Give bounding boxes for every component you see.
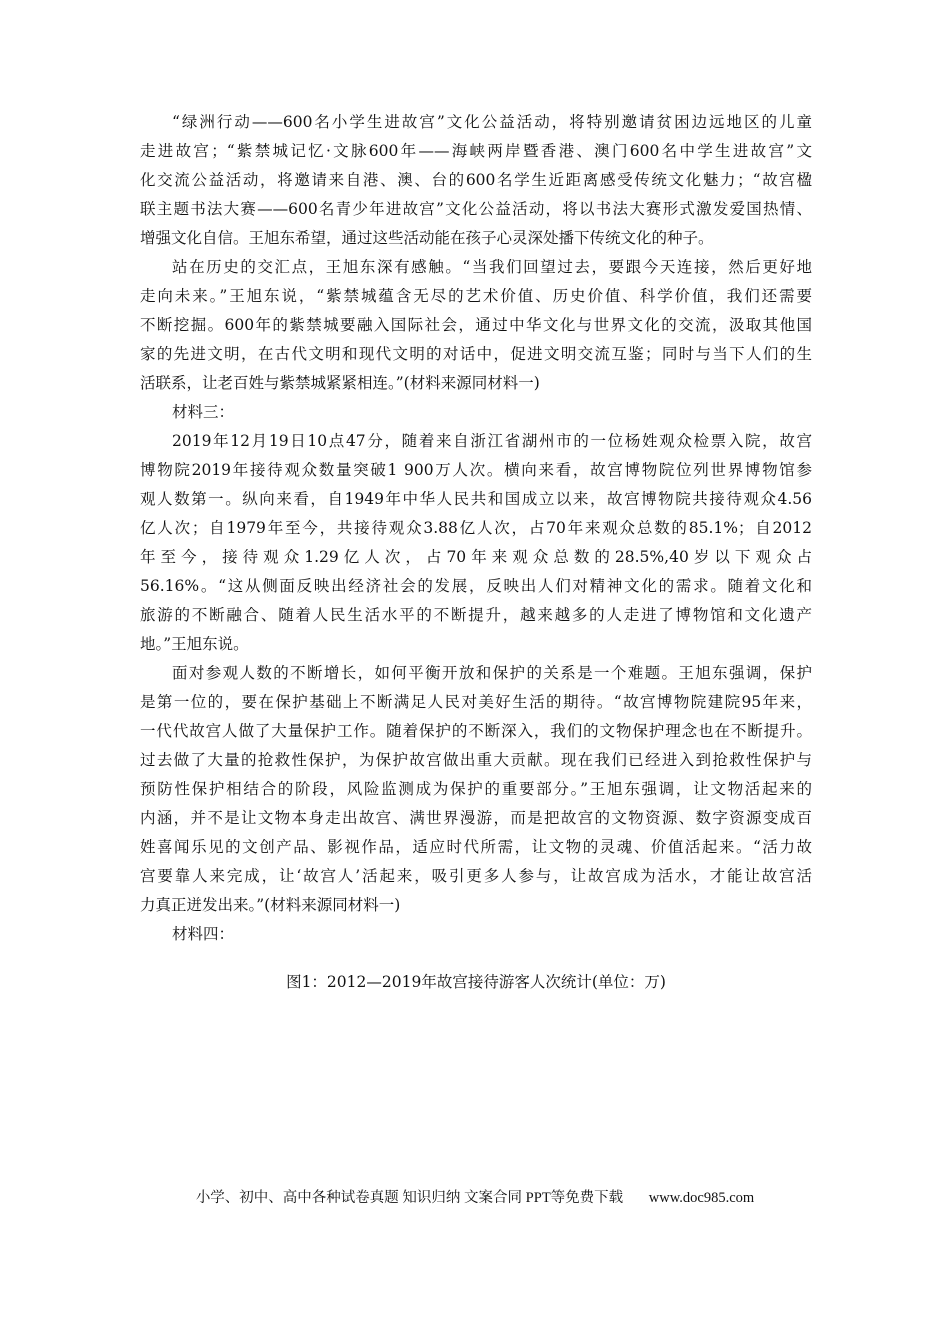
- text-line: “绿洲行动——600名小学生进故宫”文化公益活动，将特别邀请贫困边远地区的儿童: [172, 113, 812, 131]
- material-label: [140, 398, 812, 427]
- paragraph: [140, 253, 812, 398]
- text-line: 联主题书法大赛——600名青少年进故宫”文化公益活动，将以书法大赛形式激发爱国热情、: [140, 200, 812, 218]
- material-label: [140, 920, 812, 949]
- text-line: 56.16%。“这从侧面反映出经济社会的发展，反映出人们对精神文化的需求。随着文化和: [140, 577, 812, 595]
- text-line: 材料四：: [172, 925, 235, 943]
- paragraph: [140, 427, 812, 659]
- text-line: 预防性保护相结合的阶段，风险监测成为保护的重要部分。”王旭东强调，让文物活起来的: [140, 780, 812, 798]
- text-line: 观人数第一。纵向来看，自1949年中华人民共和国成立以来，故宫博物院共接待观众4.56: [140, 490, 812, 508]
- text-line: 材料三：: [172, 403, 235, 421]
- text-line: 2019年12月19日10点47分，随着来自浙江省湖州市的一位杨姓观众检票入院，故宫: [172, 432, 812, 450]
- text-line: 站在历史的交汇点，王旭东深有感触。“当我们回望过去，要跟今天连接，然后更好地: [172, 258, 812, 276]
- text-line: 过去做了大量的抢救性保护，为保护故宫做出重大贡献。现在我们已经进入到抢救性保护与: [140, 751, 812, 769]
- text-line: 宫要靠人来完成，让‘故宫人’活起来，吸引更多人参与，让故宫成为活水，才能让故宫活: [140, 867, 812, 885]
- document-body: [140, 108, 812, 949]
- text-line: 不断挖掘。600年的紫禁城要融入国际社会，通过中华文化与世界文化的交流，汲取其他国: [140, 316, 812, 334]
- page-footer: [0, 1186, 950, 1210]
- text-line: 面对参观人数的不断增长，如何平衡开放和保护的关系是一个难题。王旭东强调，保护: [172, 664, 812, 682]
- text-line: 一代代故宫人做了大量保护工作。随着保护的不断深入，我们的文物保护理念也在不断提升。: [140, 722, 812, 740]
- text-line: 博物院2019年接待观众数量突破1 900万人次。横向来看，故宫博物院位列世界博物馆参: [140, 461, 812, 479]
- text-line: 力真正迸发出来。”(材料来源同材料一): [140, 896, 401, 914]
- text-line: 活联系，让老百姓与紫禁城紧紧相连。”(材料来源同材料一): [140, 374, 540, 392]
- text-line: 亿人次；自1979年至今，共接待观众3.88亿人次，占70年来观众总数的85.1%；自2012: [140, 519, 812, 537]
- text-line: 增强文化自信。王旭东希望，通过这些活动能在孩子心灵深处播下传统文化的种子。: [140, 229, 714, 247]
- figure-caption: 图1：2012—2019年故宫接待游客人次统计(单位：万): [286, 973, 666, 991]
- text-line: 年至今，接待观众1.29亿人次，占70年来观众总数的28.5%,40岁以下观众占: [140, 548, 812, 566]
- text-line: 内涵，并不是让文物本身走出故宫、满世界漫游，而是把故宫的文物资源、数字资源变成百: [140, 809, 812, 827]
- paragraph: [140, 108, 812, 253]
- text-line: 家的先进文明，在古代文明和现代文明的对话中，促进文明交流互鉴；同时与当下人们的生: [140, 345, 812, 363]
- footer-text: 小学、初中、高中各种试卷真题 知识归纳 文案合同 PPT等免费下载: [195, 1190, 624, 1206]
- text-line: 走进故宫；“紫禁城记忆·文脉600年——海峡两岸暨香港、澳门600名中学生进故宫”文: [140, 142, 812, 160]
- text-line: 旅游的不断融合、随着人民生活水平的不断提升，越来越多的人走进了博物馆和文化遗产: [140, 606, 812, 624]
- text-line: 姓喜闻乐见的文创产品、影视作品，适应时代所需，让文物的灵魂、价值活起来。“活力故: [140, 838, 812, 856]
- text-line: 是第一位的，要在保护基础上不断满足人民对美好生活的期待。“故宫博物院建院95年来，: [140, 693, 812, 711]
- text-line: 化交流公益活动，将邀请来自港、澳、台的600名学生近距离感受传统文化魅力；“故宫楹: [140, 171, 812, 189]
- footer-url[interactable]: www.doc985.com: [648, 1190, 755, 1206]
- paragraph: [140, 659, 812, 920]
- text-line: 地。”王旭东说。: [140, 635, 249, 653]
- text-line: 走向未来。”王旭东说，“紫禁城蕴含无尽的艺术价值、历史价值、科学价值，我们还需要: [140, 287, 812, 305]
